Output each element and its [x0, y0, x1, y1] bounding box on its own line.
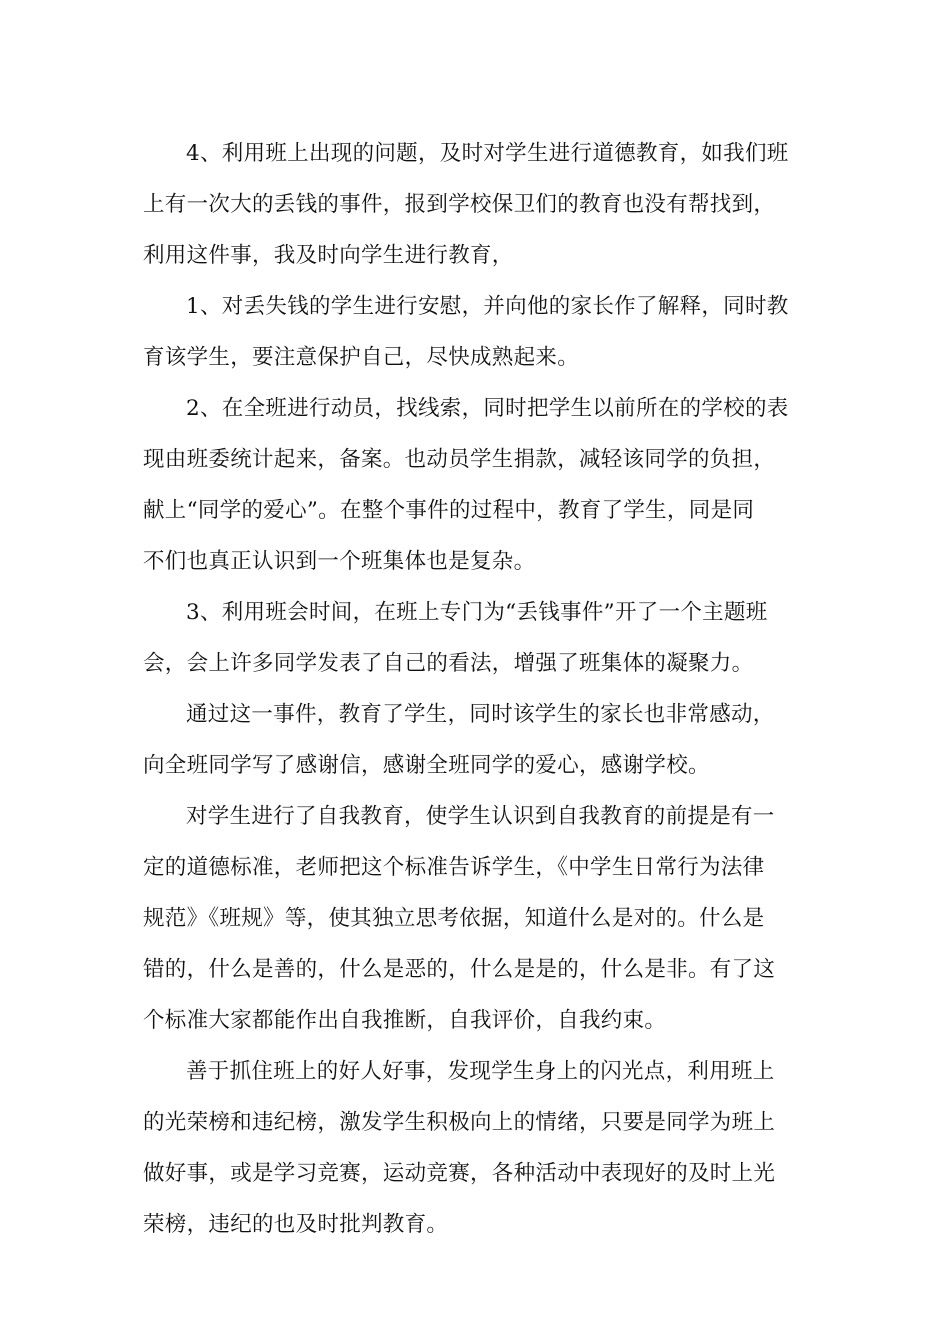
text-line: 通过这一事件，教育了学生，同时该学生的家长也非常感动，: [186, 702, 775, 727]
text-line: 错的，什么是善的，什么是恶的，什么是是的，什么是非。有了这: [143, 957, 776, 982]
text-line: 对学生进行了自我教育，使学生认识到自我教育的前提是有一: [186, 804, 775, 829]
paragraph-outcome: [143, 689, 811, 791]
text-line: 的光荣榜和违纪榜，激发学生积极向上的情绪，只要是同学为班上: [143, 1110, 776, 1135]
paragraph-class-mobilization: [143, 383, 811, 587]
text-line: 育该学生，要注意保护自己，尽快成熟起来。: [143, 345, 580, 370]
text-line: 荣榜，违纪的也及时批判教育。: [143, 1212, 449, 1237]
paragraph-honor-roll: [143, 1046, 811, 1250]
text-line: 定的道德标准，老师把这个标准告诉学生，《中学生日常行为法律: [143, 855, 765, 880]
document-body: [143, 128, 811, 1250]
text-line: 利用这件事，我及时向学生进行教育，: [143, 243, 514, 268]
text-line: 向全班同学写了感谢信，感谢全班同学的爱心，感谢学校。: [143, 753, 710, 778]
text-line: 1、对丢失钱的学生进行安慰，并向他的家长作了解释，同时教: [186, 294, 789, 319]
paragraph-class-meeting: [143, 587, 811, 689]
text-line: 做好事，或是学习竞赛，运动竞赛，各种活动中表现好的及时上光: [143, 1161, 776, 1186]
text-line: 2、在全班进行动员，找线索，同时把学生以前所在的学校的表: [186, 396, 789, 421]
text-line: 不们也真正认识到一个班集体也是复杂。: [143, 549, 536, 574]
text-line: 善于抓住班上的好人好事，发现学生身上的闪光点，利用班上: [186, 1059, 775, 1084]
text-line: 规范》《班规》等，使其独立思考依据，知道什么是对的。什么是: [143, 906, 765, 931]
text-line: 现由班委统计起来，备案。也动员学生捐款，减轻该同学的负担，: [143, 447, 776, 472]
paragraph-comfort-student: [143, 281, 811, 383]
text-line: 4、利用班上出现的问题，及时对学生进行道德教育，如我们班: [186, 141, 789, 166]
text-line: 会，会上许多同学发表了自己的看法，增强了班集体的凝聚力。: [143, 651, 754, 676]
text-line: 3、利用班会时间，在班上专门为“丢钱事件”开了一个主题班: [186, 600, 768, 625]
paragraph-theft-incident-intro: [143, 128, 811, 281]
paragraph-self-education: [143, 791, 811, 1046]
text-line: 上有一次大的丢钱的事件，报到学校保卫们的教育也没有帮找到，: [143, 192, 776, 217]
text-line: 献上“同学的爱心”。在整个事件的过程中，教育了学生，同是同: [143, 498, 755, 523]
text-line: 个标准大家都能作出自我推断，自我评价，自我约束。: [143, 1008, 667, 1033]
